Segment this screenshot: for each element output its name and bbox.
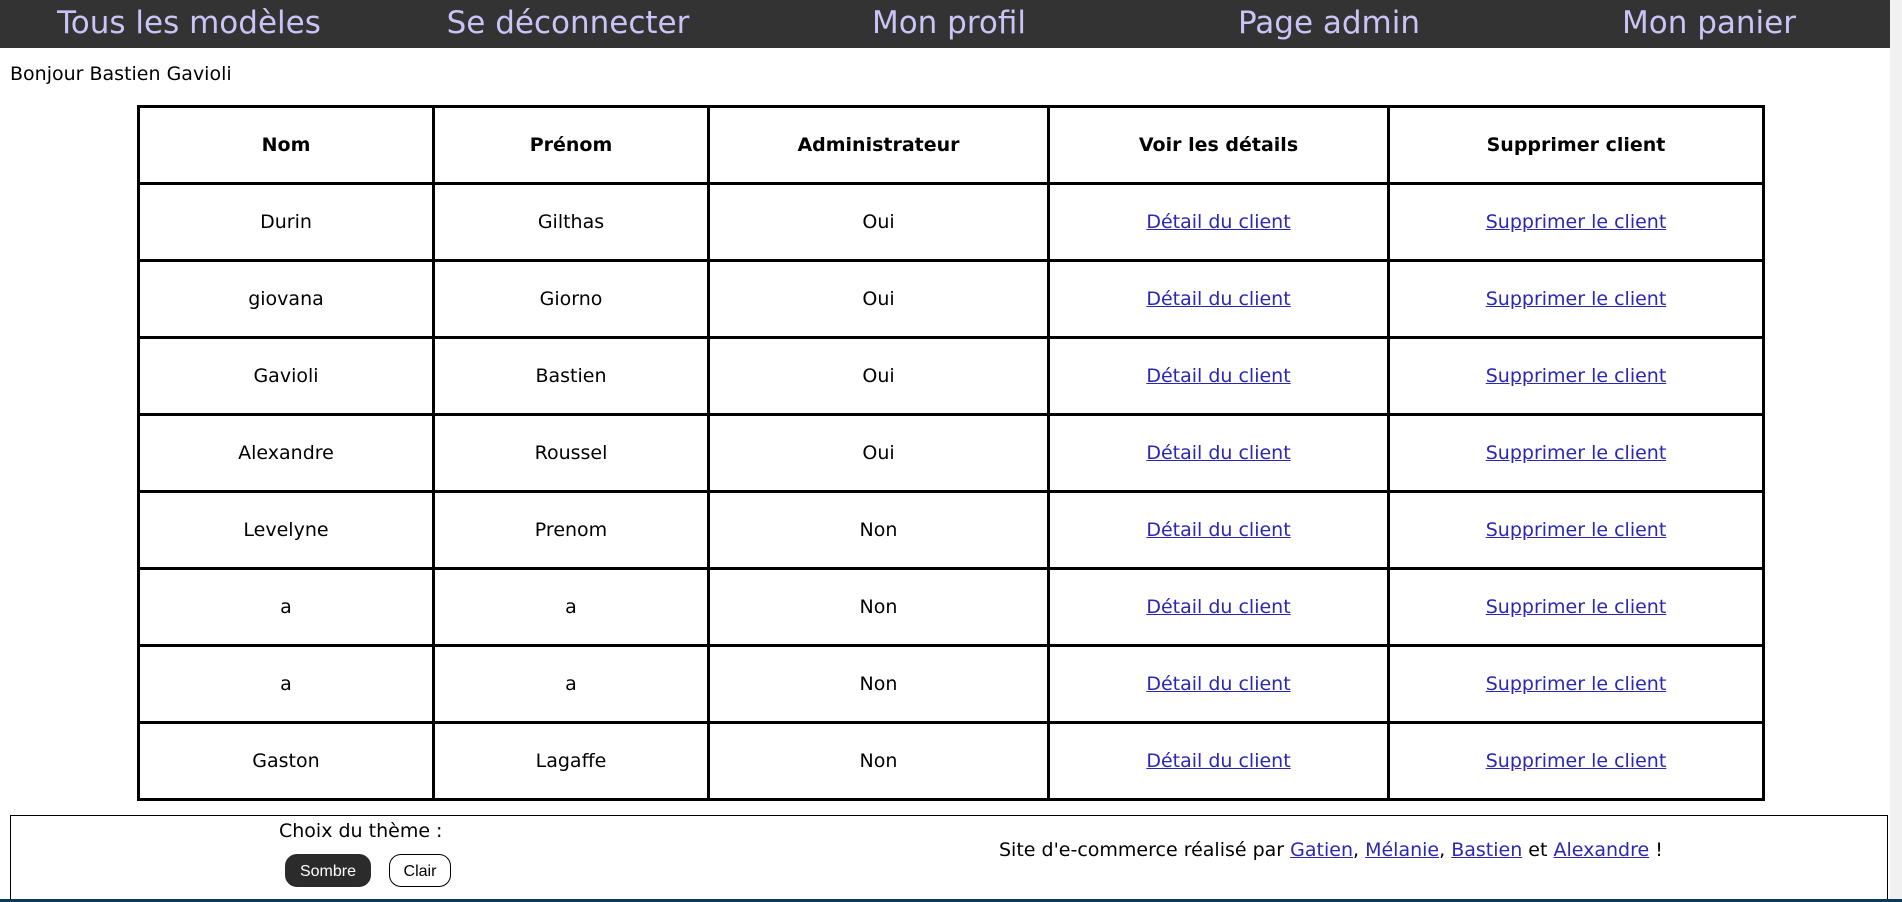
cell-admin: Non bbox=[709, 492, 1049, 569]
supprimer-client-link[interactable]: Supprimer le client bbox=[1485, 519, 1667, 541]
table-row bbox=[139, 492, 1764, 569]
supprimer-client-link[interactable]: Supprimer le client bbox=[1485, 288, 1667, 310]
cell-nom: giovana bbox=[139, 261, 434, 338]
cell-nom: Durin bbox=[139, 184, 434, 261]
table-header-row bbox=[139, 107, 1764, 184]
header-supprimer-client: Supprimer client bbox=[1389, 107, 1764, 184]
greeting-text: Bonjour Bastien Gavioli bbox=[10, 63, 232, 85]
cell-nom: Alexandre bbox=[139, 415, 434, 492]
author-link-melanie[interactable]: Mélanie bbox=[1365, 839, 1440, 861]
clients-table bbox=[137, 105, 1765, 801]
nav-page-admin[interactable]: Page admin bbox=[1237, 5, 1421, 41]
cell-prenom: Prenom bbox=[434, 492, 709, 569]
cell-admin: Oui bbox=[709, 338, 1049, 415]
author-link-bastien[interactable]: Bastien bbox=[1451, 839, 1523, 861]
table-row bbox=[139, 723, 1764, 800]
detail-client-link[interactable]: Détail du client bbox=[1146, 750, 1291, 772]
cell-admin: Oui bbox=[709, 261, 1049, 338]
theme-light-button[interactable]: Clair bbox=[389, 854, 451, 887]
cell-supprimer bbox=[1389, 723, 1764, 800]
detail-client-link[interactable]: Détail du client bbox=[1146, 673, 1291, 695]
cell-detail bbox=[1049, 492, 1389, 569]
header-administrateur: Administrateur bbox=[709, 107, 1049, 184]
cell-admin: Non bbox=[709, 569, 1049, 646]
cell-detail bbox=[1049, 184, 1389, 261]
cell-prenom: Giorno bbox=[434, 261, 709, 338]
cell-supprimer bbox=[1389, 492, 1764, 569]
credits-end: ! bbox=[1655, 839, 1663, 861]
cell-supprimer bbox=[1389, 261, 1764, 338]
table-row bbox=[139, 338, 1764, 415]
header-nom: Nom bbox=[139, 107, 434, 184]
detail-client-link[interactable]: Détail du client bbox=[1146, 442, 1291, 464]
cell-nom: Gaston bbox=[139, 723, 434, 800]
supprimer-client-link[interactable]: Supprimer le client bbox=[1485, 365, 1667, 387]
cell-admin: Non bbox=[709, 723, 1049, 800]
cell-detail bbox=[1049, 723, 1389, 800]
detail-client-link[interactable]: Détail du client bbox=[1146, 596, 1291, 618]
cell-nom: a bbox=[139, 646, 434, 723]
cell-detail bbox=[1049, 415, 1389, 492]
supprimer-client-link[interactable]: Supprimer le client bbox=[1485, 596, 1667, 618]
detail-client-link[interactable]: Détail du client bbox=[1146, 211, 1291, 233]
credits-separator: , bbox=[1439, 839, 1446, 861]
theme-dark-button[interactable]: Sombre bbox=[285, 854, 371, 887]
cell-prenom: Gilthas bbox=[434, 184, 709, 261]
cell-supprimer bbox=[1389, 646, 1764, 723]
detail-client-link[interactable]: Détail du client bbox=[1146, 519, 1291, 541]
footer bbox=[10, 815, 1888, 902]
credits-text bbox=[999, 838, 1663, 862]
header-prenom: Prénom bbox=[434, 107, 709, 184]
cell-admin: Oui bbox=[709, 415, 1049, 492]
cell-prenom: Roussel bbox=[434, 415, 709, 492]
cell-prenom: Lagaffe bbox=[434, 723, 709, 800]
theme-choice-label: Choix du thème : bbox=[279, 820, 443, 842]
nav-tous-les-modeles[interactable]: Tous les modèles bbox=[57, 5, 321, 41]
credits-and: et bbox=[1528, 839, 1548, 861]
cell-prenom: a bbox=[434, 646, 709, 723]
cell-nom: Gavioli bbox=[139, 338, 434, 415]
supprimer-client-link[interactable]: Supprimer le client bbox=[1485, 442, 1667, 464]
detail-client-link[interactable]: Détail du client bbox=[1146, 288, 1291, 310]
top-navigation bbox=[0, 0, 1902, 48]
detail-client-link[interactable]: Détail du client bbox=[1146, 365, 1291, 387]
cell-detail bbox=[1049, 261, 1389, 338]
supprimer-client-link[interactable]: Supprimer le client bbox=[1485, 673, 1667, 695]
cell-prenom: Bastien bbox=[434, 338, 709, 415]
credits-separator: , bbox=[1353, 839, 1360, 861]
cell-admin: Non bbox=[709, 646, 1049, 723]
author-link-gatien[interactable]: Gatien bbox=[1290, 839, 1353, 861]
credits-prefix: Site d'e-commerce réalisé par bbox=[999, 839, 1285, 861]
cell-nom: a bbox=[139, 569, 434, 646]
cell-detail bbox=[1049, 646, 1389, 723]
table-row bbox=[139, 261, 1764, 338]
supprimer-client-link[interactable]: Supprimer le client bbox=[1485, 211, 1667, 233]
table-row bbox=[139, 646, 1764, 723]
cell-detail bbox=[1049, 569, 1389, 646]
nav-se-deconnecter[interactable]: Se déconnecter bbox=[446, 5, 690, 41]
table-row bbox=[139, 415, 1764, 492]
cell-supprimer bbox=[1389, 184, 1764, 261]
cell-admin: Oui bbox=[709, 184, 1049, 261]
nav-mon-profil[interactable]: Mon profil bbox=[871, 5, 1027, 41]
author-link-alexandre[interactable]: Alexandre bbox=[1553, 839, 1650, 861]
header-voir-les-details: Voir les détails bbox=[1049, 107, 1389, 184]
supprimer-client-link[interactable]: Supprimer le client bbox=[1485, 750, 1667, 772]
nav-mon-panier[interactable]: Mon panier bbox=[1622, 5, 1796, 41]
cell-nom: Levelyne bbox=[139, 492, 434, 569]
vertical-scrollbar[interactable] bbox=[1890, 0, 1902, 902]
cell-prenom: a bbox=[434, 569, 709, 646]
table-row bbox=[139, 184, 1764, 261]
table-row bbox=[139, 569, 1764, 646]
cell-detail bbox=[1049, 338, 1389, 415]
cell-supprimer bbox=[1389, 415, 1764, 492]
cell-supprimer bbox=[1389, 338, 1764, 415]
cell-supprimer bbox=[1389, 569, 1764, 646]
